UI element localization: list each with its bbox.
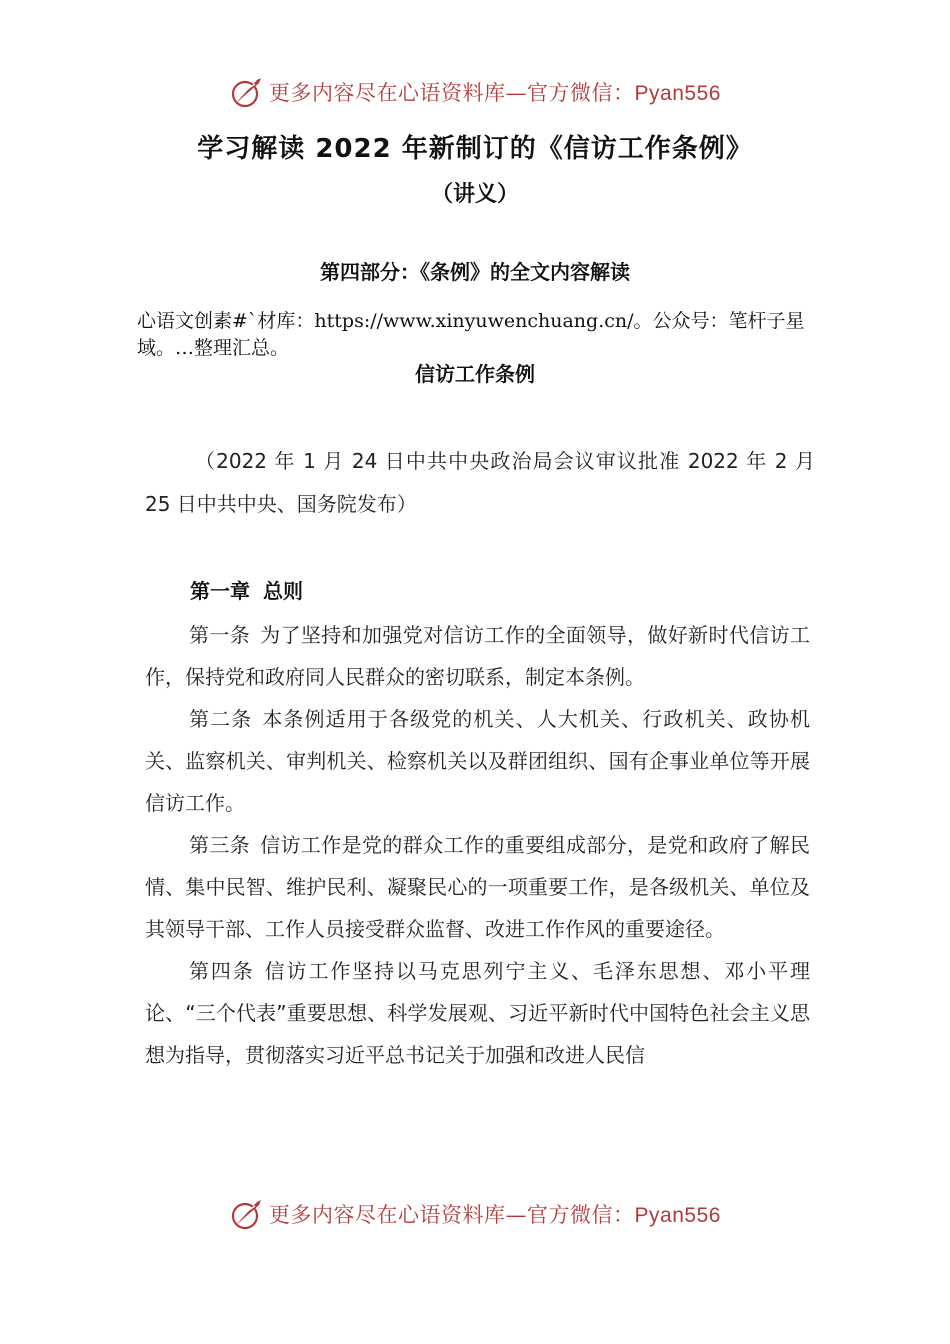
article-2 xyxy=(145,698,810,824)
article-3 xyxy=(145,824,810,950)
wechat-id: Pyan556 xyxy=(634,1204,721,1227)
article-4 xyxy=(145,950,810,1076)
regulation-title: 信访工作条例 xyxy=(415,362,535,386)
article-text: 信访工作坚持以马克思列宁主义、毛泽东思想、邓小平理论、“三个代表”重要思想、科学发展观、习近平新时代中国特色社会主义思想为指导，贯彻落实习近平总书记关于加强和改进人民信 xyxy=(145,959,811,1067)
wechat-id: Pyan556 xyxy=(634,82,721,105)
banner-text: 更多内容尽在心语资料库—官方微信：Pyan556 xyxy=(269,81,721,105)
chapter-title: 第一章 总则 xyxy=(190,579,303,603)
source-note: 心语文创素#`材库：https://www.xinyuwenchuang.cn/。公众号：笔杆子星域。…整理汇总。 xyxy=(137,310,805,359)
header-banner xyxy=(0,72,950,112)
article-text: 信访工作是党的群众工作的重要组成部分，是党和政府了解民情、集中民智、维护民利、凝聚民心的一项重要工作，是各级机关、单位及其领导干部、工作人员接受群众监督、改进工作作风的重要途径。 xyxy=(145,833,811,941)
article-number: 第一条 xyxy=(189,623,251,647)
article-text: 本条例适用于各级党的机关、人大机关、行政机关、政协机关、监察机关、审判机关、检察机关以及群团组织、国有企事业单位等开展信访工作。 xyxy=(145,707,811,815)
article-number: 第四条 xyxy=(189,959,255,983)
quill-logo-icon xyxy=(229,1196,265,1232)
document-title: 学习解读 2022 年新制订的《信访工作条例》 xyxy=(197,134,753,164)
banner-text: 更多内容尽在心语资料库—官方微信：Pyan556 xyxy=(269,1203,721,1227)
article-number: 第三条 xyxy=(189,833,251,857)
quill-logo-icon xyxy=(229,74,265,110)
footer-banner xyxy=(0,1194,950,1234)
article-number: 第二条 xyxy=(189,707,253,731)
article-text: 为了坚持和加强党对信访工作的全面领导，做好新时代信访工作，保持党和政府同人民群众的密切联系，制定本条例。 xyxy=(145,623,811,689)
approval-note: （2022 年 1 月 24 日中共中央政治局会议审议批准 2022 年 2 月 25 日中共中央、国务院发布） xyxy=(145,449,815,516)
article-list xyxy=(145,614,810,1076)
part-heading: 第四部分：《条例》的全文内容解读 xyxy=(320,260,630,284)
document-subtitle: （讲义） xyxy=(430,182,519,207)
article-1 xyxy=(145,614,810,698)
